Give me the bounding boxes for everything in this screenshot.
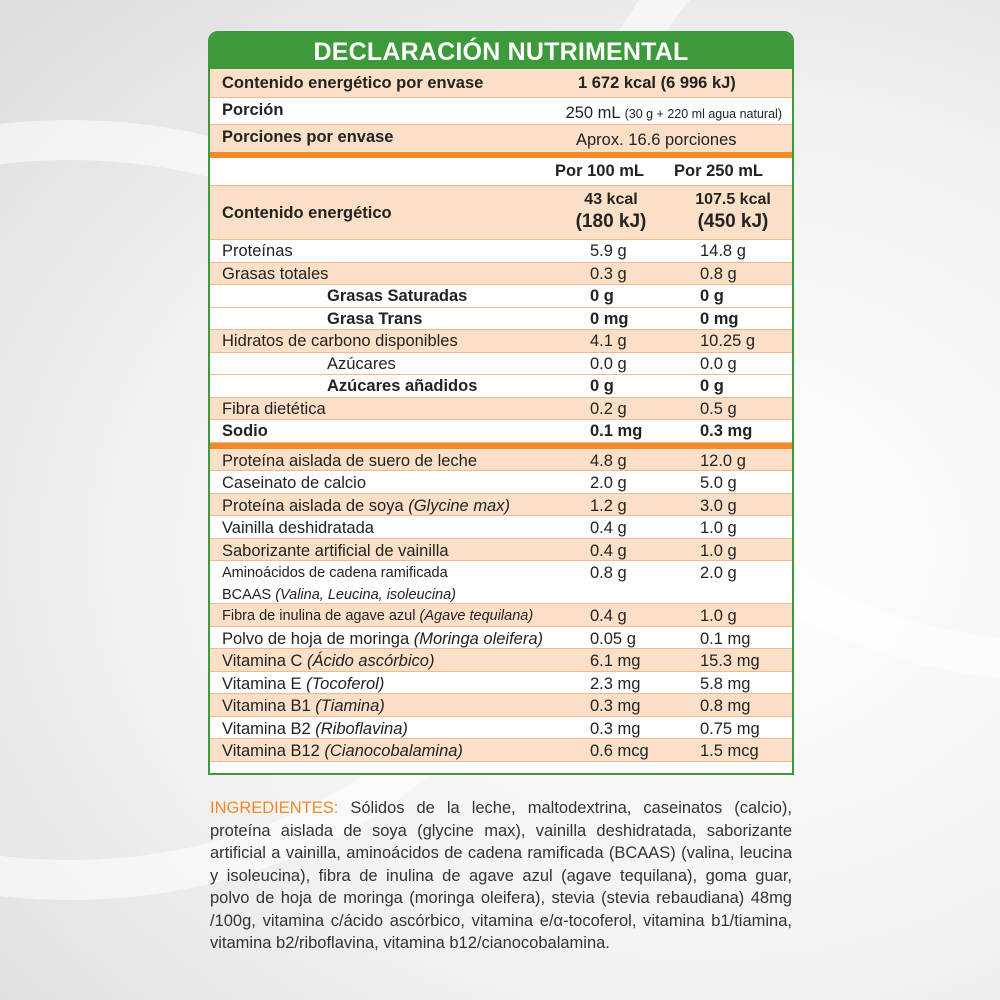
nutrient-value-100ml: 4.1 g [590, 332, 627, 350]
component-value-250ml: 1.5 mcg [700, 742, 759, 760]
portion-value [566, 100, 782, 127]
nutrient-value-250ml: 0.3 mg [700, 422, 753, 440]
energy-per-pack-row [210, 69, 792, 98]
nutrient-value-100ml: 0 g [590, 287, 614, 305]
nutrient-value-100ml: 0.1 mg [590, 422, 643, 440]
component-value-250ml: 1.0 g [700, 541, 737, 560]
nutrient-row [210, 398, 792, 421]
component-row [210, 539, 792, 562]
nutrient-value-100ml: 5.9 g [590, 242, 627, 260]
nutrient-row [210, 420, 792, 443]
component-scientific-name: (Ácido ascórbico) [306, 652, 435, 670]
column-divider-right [793, 158, 794, 762]
nutrient-row [210, 263, 792, 286]
nutrient-value-250ml: 0 mg [700, 309, 739, 328]
component-name: Vainilla deshidratada [222, 519, 374, 537]
nutrition-panel [208, 31, 794, 775]
component-value-100ml: 0.4 g [590, 541, 627, 560]
nutrient-label: Azúcares [327, 354, 396, 373]
component-value-250ml: 2.0 g [700, 564, 737, 582]
component-value-100ml: 0.05 g [590, 629, 636, 648]
component-label [222, 673, 384, 695]
component-value-250ml: 1.0 g [700, 519, 737, 537]
component-value-250ml: 0.8 mg [700, 697, 751, 715]
component-name: Polvo de hoja de moringa [222, 629, 414, 648]
nutrient-row [210, 353, 792, 376]
energy-row [210, 186, 792, 240]
component-scientific-name: (Tocoferol) [306, 674, 385, 693]
component-row [210, 627, 792, 650]
nutrient-label: Grasas Saturadas [327, 287, 468, 305]
nutrient-value-250ml: 0.0 g [700, 354, 737, 373]
nutrient-value-250ml: 10.25 g [700, 332, 756, 350]
component-value-250ml: 5.8 mg [700, 674, 751, 693]
component-scientific-name: (Glycine max) [408, 496, 510, 515]
component-name: Vitamina C [222, 652, 307, 670]
nutrient-value-100ml: 0 g [590, 377, 614, 395]
component-name: Aminoácidos de cadena ramificada [222, 565, 448, 581]
nutrient-row [210, 308, 792, 331]
component-row [210, 561, 792, 604]
component-row [210, 449, 792, 472]
component-row [210, 494, 792, 517]
component-row [210, 471, 792, 494]
component-label [222, 472, 366, 494]
nutrient-label: Hidratos de carbono disponibles [222, 332, 458, 350]
portion-row [210, 98, 792, 125]
component-name: Vitamina B1 [222, 697, 316, 715]
component-label [222, 495, 510, 517]
energy-250ml-kj: (450 kJ) [697, 211, 769, 232]
portion-label: Porción [222, 101, 284, 119]
component-scientific-name: (Agave tequilana) [419, 608, 534, 624]
component-label [222, 628, 543, 650]
component-value-100ml: 4.8 g [590, 451, 627, 470]
nutrient-value-250ml: 0 g [700, 377, 724, 395]
energy-100ml [566, 189, 656, 233]
component-value-100ml: 0.3 mg [590, 719, 641, 738]
component-row [210, 694, 792, 717]
nutrient-value-250ml: 0.5 g [700, 399, 737, 418]
component-scientific-name: (Tiamina) [315, 697, 385, 715]
nutrient-value-250ml: 0 g [700, 287, 724, 305]
nutrient-value-100ml: 0 mg [590, 309, 629, 328]
column-header-100ml: Por 100 mL [555, 162, 644, 180]
nutrient-grid [210, 158, 792, 762]
energy-100ml-kcal: 43 kcal [584, 191, 638, 208]
section-divider [210, 443, 792, 449]
component-value-250ml: 0.1 mg [700, 629, 751, 648]
component-value-100ml: 0.6 mcg [590, 742, 649, 760]
component-value-100ml: 2.0 g [590, 474, 627, 492]
nutrient-label: Sodio [222, 422, 268, 440]
component-value-250ml: 5.0 g [700, 474, 737, 492]
nutrient-label: Grasas totales [222, 264, 329, 283]
energy-label: Contenido energético [222, 204, 392, 222]
nutrient-value-250ml: 0.8 g [700, 264, 737, 283]
component-value-100ml: 0.8 g [590, 564, 627, 582]
column-header-250ml: Por 250 mL [674, 162, 763, 180]
component-row [210, 649, 792, 672]
component-row [210, 516, 792, 539]
portions-per-pack-row [210, 125, 792, 152]
nutrient-label: Fibra dietética [222, 399, 326, 418]
component-value-250ml: 3.0 g [700, 496, 737, 515]
nutrient-row [210, 240, 792, 263]
component-label [222, 740, 463, 762]
component-value-100ml: 0.4 g [590, 607, 627, 625]
component-value-250ml: 15.3 mg [700, 652, 760, 670]
component-label [222, 695, 385, 717]
component-name: Vitamina E [222, 674, 307, 693]
component-label [222, 650, 434, 672]
nutrient-row [210, 285, 792, 308]
component-label [222, 605, 533, 627]
component-row [210, 604, 792, 627]
nutrient-value-100ml: 0.0 g [590, 354, 627, 373]
component-value-100ml: 6.1 mg [590, 652, 641, 670]
energy-per-pack-label: Contenido energético por envase [222, 74, 484, 92]
component-scientific-name: (Moringa oleifera) [413, 629, 544, 648]
component-value-100ml: 0.3 mg [590, 697, 641, 715]
nutrient-row [210, 330, 792, 353]
component-rows [210, 449, 792, 762]
portion-note: (30 g + 220 ml agua natural) [624, 107, 782, 121]
nutrient-value-100ml: 0.2 g [590, 399, 627, 418]
component-row [210, 717, 792, 740]
ingredients-heading: INGREDIENTES: [210, 799, 339, 817]
component-name: Vitamina B12 [222, 742, 325, 760]
component-name: Fibra de inulina de agave azul [222, 608, 420, 624]
portions-per-pack-value: Aprox. 16.6 porciones [576, 131, 737, 149]
component-scientific-name: (Cianocobalamina) [324, 742, 463, 760]
portion-amount: 250 mL [565, 104, 620, 122]
nutrient-label: Grasa Trans [327, 309, 423, 328]
portions-per-pack-label: Porciones por envase [222, 128, 394, 146]
nutrient-rows [210, 240, 792, 443]
energy-250ml-kcal: 107.5 kcal [695, 191, 771, 208]
component-label [222, 718, 408, 740]
component-value-250ml: 1.0 g [700, 607, 737, 625]
component-name: Saborizante artificial de vainilla [222, 541, 449, 560]
component-name: Proteína aislada de suero de leche [222, 451, 478, 470]
panel-title: DECLARACIÓN NUTRIMENTAL [210, 33, 792, 69]
component-label [222, 517, 374, 539]
component-label [222, 562, 456, 606]
ingredients-paragraph [210, 797, 792, 955]
component-name: Proteína aislada de soya [222, 496, 409, 515]
component-scientific-name: (Valina, Leucina, isoleucina) [275, 587, 457, 603]
component-label [222, 540, 449, 562]
nutrient-label: Proteínas [222, 242, 293, 260]
component-name: Caseinato de calcio [222, 474, 367, 492]
component-name-line2: BCAAS [222, 587, 276, 603]
ingredients-text: Sólidos de la leche, maltodextrina, caseinatos (calcio), proteína aislada de soya (glycine max), vainilla deshidratada, saborizante artificial a vainilla, aminoácidos de cadena ramificada (BCAAS) (valina, leucina y isoleucina), fibra de inulina de agave azul (agave tequilana), goma guar, polvo de hoja de moringa (moringa oleifera), stevia (stevia rebaudiana) 48mg /100g, vitamina c/ácido ascórbico, vitamina e/α-tocoferol, vitamina b1/tiamina, vitamina b2/riboflavina, vitamina b12/cianocobalamina. [210, 799, 792, 952]
component-row [210, 672, 792, 695]
nutrient-label: Azúcares añadidos [327, 377, 478, 395]
nutrient-value-250ml: 14.8 g [700, 242, 746, 260]
component-value-250ml: 12.0 g [700, 451, 746, 470]
nutrient-value-100ml: 0.3 g [590, 264, 627, 283]
component-value-100ml: 0.4 g [590, 519, 627, 537]
energy-250ml [678, 189, 788, 233]
component-label [222, 450, 477, 472]
component-row [210, 739, 792, 762]
nutrient-row [210, 375, 792, 398]
energy-per-pack-value: 1 672 kcal (6 996 kJ) [578, 74, 736, 92]
component-scientific-name: (Riboflavina) [315, 719, 408, 738]
component-value-100ml: 2.3 mg [590, 674, 641, 693]
component-value-250ml: 0.75 mg [700, 719, 760, 738]
energy-100ml-kj: (180 kJ) [575, 211, 647, 232]
column-header-row [210, 158, 792, 186]
component-value-100ml: 1.2 g [590, 496, 627, 515]
component-name: Vitamina B2 [222, 719, 316, 738]
